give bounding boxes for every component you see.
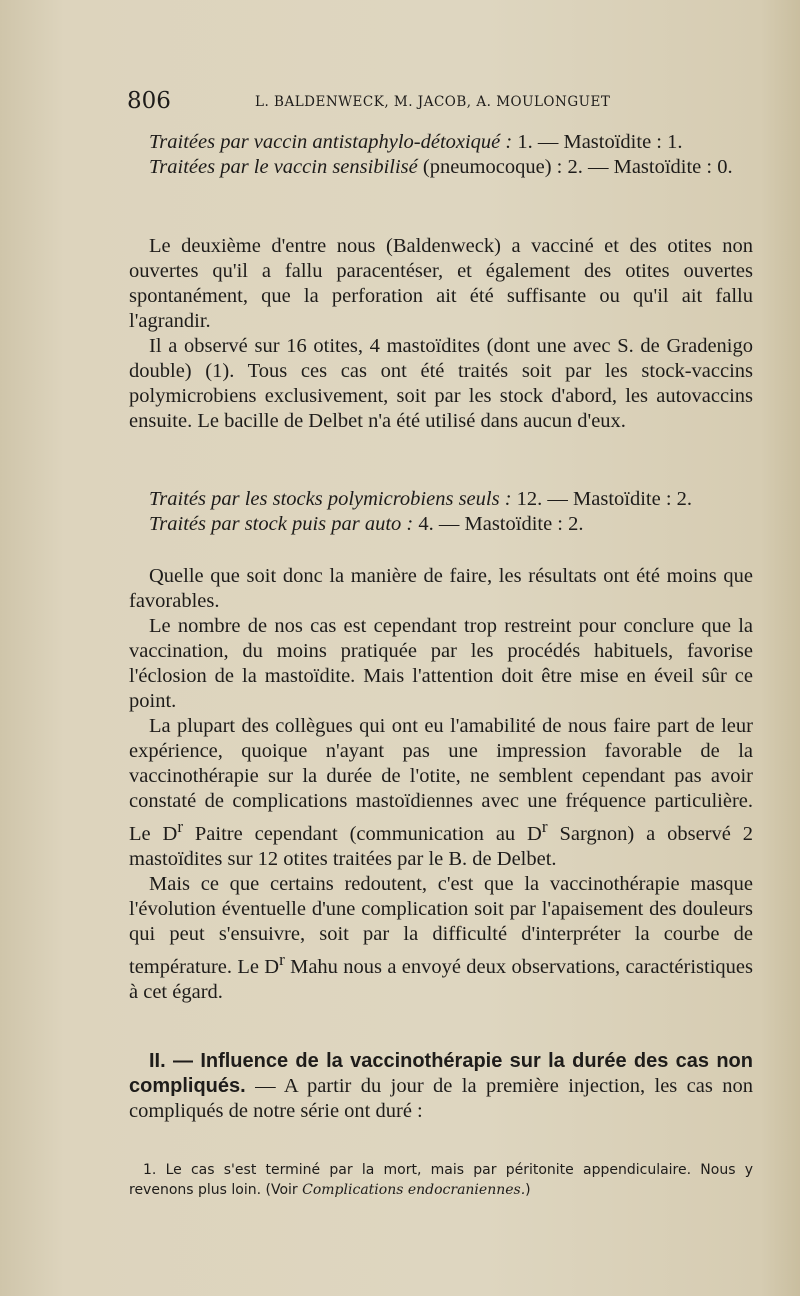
result-line: Traités par les stocks polymicrobiens seuls : 12. — Mastoïdite : 2. — [149, 488, 693, 510]
section-heading: II. — Influence de la vaccinothérapie sur la durée des cas non compliqués. — A partir du jour de la première injection, les cas non compliqués de notre série ont duré : — [129, 1050, 753, 1122]
page-number: 806 — [127, 88, 171, 114]
running-header — [127, 88, 767, 120]
result-line: Traités par stock puis par auto : 4. — Mastoïdite : 2. — [149, 513, 584, 535]
section-title: Influence de la vaccinothérapie sur la durée des cas non compliqués. — [129, 1050, 753, 1097]
paragraph: Quelle que soit donc la manière de faire, les résultats ont été moins que favorables. — [129, 565, 753, 612]
result-line: Traitées par le vaccin sensibilisé (pneumocoque) : 2. — Mastoïdite : 0. — [149, 156, 733, 178]
paragraph-group-4 — [129, 564, 753, 1005]
paragraph: Le deuxième d'entre nous (Baldenweck) a vacciné et des otites non ouvertes qu'il a fallu paracentéser, et également des otites ouvertes spontanément, que la perforation ait été suffisante ou qu'il ait fallu l'agrandir. — [129, 235, 753, 332]
paragraph: La plupart des collègues qui ont eu l'amabilité de nous faire part de leur expérience, quoique n'ayant pas une impression favorable de la vaccinothérapie sur la durée de l'otite, ne semblent cependant pas avoir constaté de complications mastoïdiennes avec une fréquence particulière. Le $D^r$ Paitre cependant (communication au $D^r$ Sargnon) a observé 2 mastoïdites sur 12 otites traitées par le B. de Delbet. — [129, 715, 753, 870]
paragraph: Mais ce que certains redoutent, c'est que la vaccinothérapie masque l'évolution éventuelle d'une complication soit par l'apaisement des douleurs qui peut s'ensuivre, soit par la difficulté d'interpréter la courbe de température. Le $D^r$ Mahu nous a envoyé deux observations, caractéristiques à cet égard. — [129, 872, 753, 1003]
results-block-1 — [129, 130, 753, 180]
result-line: Traitées par vaccin antistaphylo-détoxiqué : 1. — Mastoïdite : 1. — [149, 131, 683, 153]
paragraph: Le nombre de nos cas est cependant trop restreint pour conclure que la vaccination, du moins pratiquée par les procédés habituels, favorise l'éclosion de la mastoïdite. Mais l'attention doit être mise en éveil sûr ce point. — [129, 615, 753, 712]
footnote: 1. Le cas s'est terminé par la mort, mais par péritonite appendiculaire. Nous y revenons plus loin. (Voir Complications endocraniennes.) — [129, 1162, 753, 1198]
paragraph: Il a observé sur 16 otites, 4 mastoïdites (dont une avec S. de Gradenigo double) (1). Tous ces cas ont été traités soit par les stock-vaccins polymicrobiens exclusivement, soit par les stock d'abord, les autovaccins ensuite. Le bacille de Delbet n'a été utilisé dans aucun d'eux. — [129, 335, 753, 432]
running-head-authors: L. BALDENWECK, M. JACOB, A. MOULONGUET — [255, 94, 611, 110]
results-block-2 — [129, 487, 753, 537]
paragraph-group-2 — [129, 234, 753, 434]
